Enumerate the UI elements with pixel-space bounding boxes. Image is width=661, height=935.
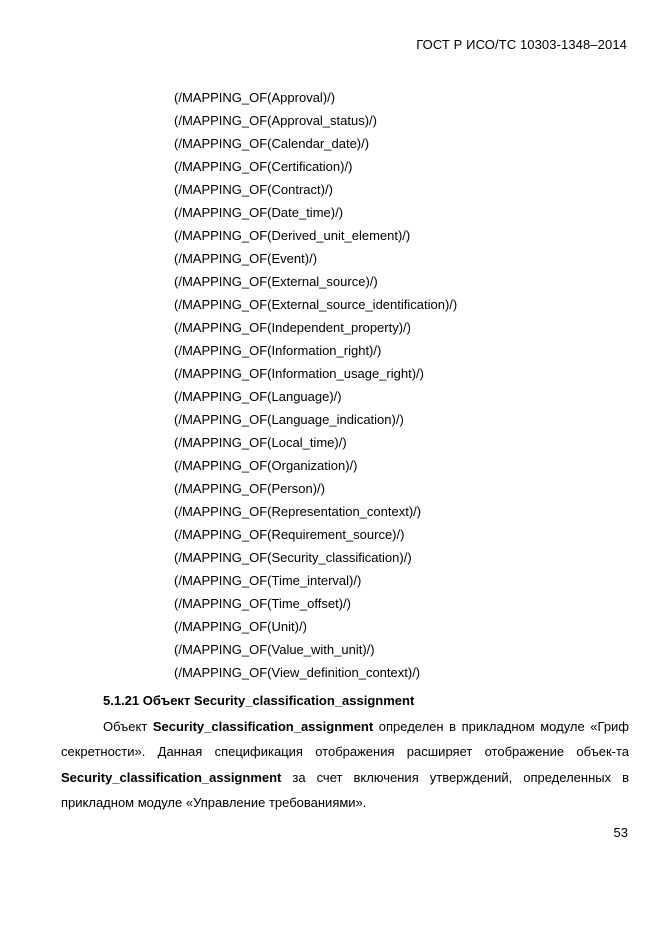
mapping-entry: (/MAPPING_OF(Event)/) <box>174 251 318 266</box>
mapping-entry: (/MAPPING_OF(External_source)/) <box>174 274 378 289</box>
mapping-entry: (/MAPPING_OF(Information_right)/) <box>174 343 382 358</box>
mapping-entry: (/MAPPING_OF(Representation_context)/) <box>174 504 422 519</box>
mapping-entry: (/MAPPING_OF(Time_offset)/) <box>174 596 351 611</box>
mapping-entry: (/MAPPING_OF(Unit)/) <box>174 619 307 634</box>
mapping-entry: (/MAPPING_OF(View_definition_context)/) <box>174 665 421 680</box>
mapping-entry: (/MAPPING_OF(Language)/) <box>174 389 342 404</box>
paragraph-text: определен в прикладном модуле «Гриф секретности». Данная спецификация отображения расширяет отображение объек-та <box>61 719 630 760</box>
paragraph-text: Объект <box>103 719 153 734</box>
mapping-entry: (/MAPPING_OF(Requirement_source)/) <box>174 527 405 542</box>
mapping-entry: (/MAPPING_OF(Person)/) <box>174 481 325 496</box>
mapping-list <box>174 86 457 684</box>
document-header: ГОСТ Р ИСО/ТС 10303-1348–2014 <box>416 37 627 52</box>
entity-name: Security_classification_assignment <box>61 769 282 785</box>
mapping-entry: (/MAPPING_OF(Organization)/) <box>174 458 358 473</box>
mapping-entry: (/MAPPING_OF(Date_time)/) <box>174 205 344 220</box>
mapping-entry: (/MAPPING_OF(Language_indication)/) <box>174 412 404 427</box>
mapping-entry: (/MAPPING_OF(Certification)/) <box>174 159 353 174</box>
paragraph-text: за счет включения утверждений, определенных в прикладном модуле «Управление требованиями». <box>61 769 629 810</box>
mapping-entry: (/MAPPING_OF(Time_interval)/) <box>174 573 362 588</box>
mapping-entry: (/MAPPING_OF(Derived_unit_element)/) <box>174 228 411 243</box>
mapping-entry: (/MAPPING_OF(Calendar_date)/) <box>174 136 370 151</box>
mapping-entry: (/MAPPING_OF(Information_usage_right)/) <box>174 366 424 381</box>
mapping-entry: (/MAPPING_OF(Value_with_unit)/) <box>174 642 375 657</box>
entity-name: Security_classification_assignment <box>152 719 374 734</box>
mapping-entry: (/MAPPING_OF(Security_classification)/) <box>174 550 412 565</box>
mapping-entry: (/MAPPING_OF(Contract)/) <box>174 182 333 197</box>
mapping-entry: (/MAPPING_OF(Approval_status)/) <box>174 113 377 128</box>
section-heading: 5.1.21 Объект Security_classification_assignment <box>103 693 415 708</box>
mapping-entry: (/MAPPING_OF(Approval)/) <box>174 90 336 105</box>
mapping-entry: (/MAPPING_OF(Independent_property)/) <box>174 320 411 335</box>
page-number: 53 <box>613 825 628 840</box>
body-paragraph <box>61 714 629 815</box>
mapping-entry: (/MAPPING_OF(External_source_identification)/) <box>174 297 458 312</box>
mapping-entry: (/MAPPING_OF(Local_time)/) <box>174 435 347 450</box>
